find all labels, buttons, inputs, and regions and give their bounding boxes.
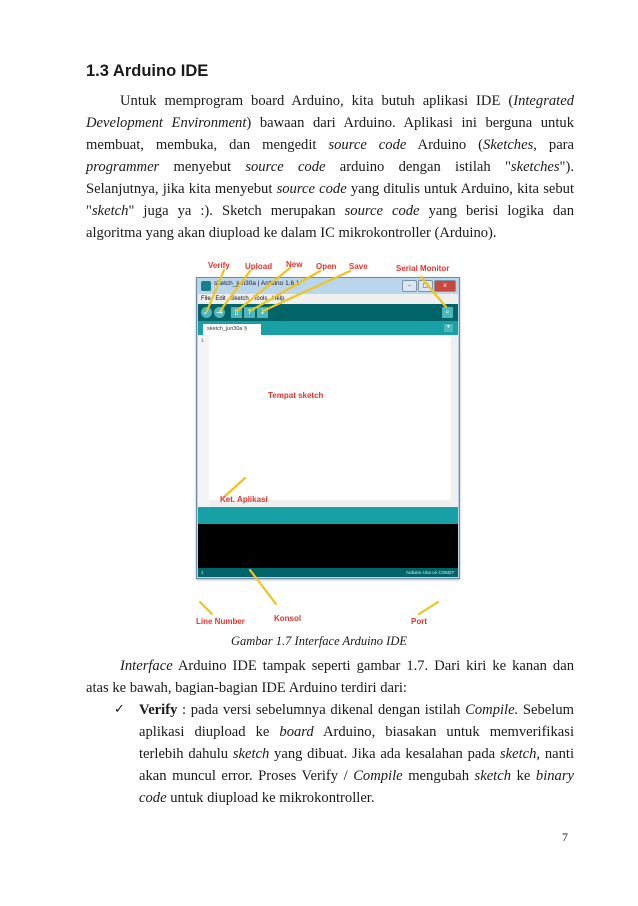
text-run: "). Selanjutnya, jika kita menyebut [86,159,575,197]
menu-help[interactable]: Help [272,296,285,302]
menu-file[interactable]: File [201,296,211,302]
text-run: source code [344,203,420,219]
text-run: source code [328,137,407,153]
footer-bar [198,568,458,577]
page-number: 7 [562,830,568,844]
text-run: menyebut [159,159,246,175]
label-open: Open [316,262,337,271]
checkmark-icon: ✓ [114,702,125,717]
list-item [92,699,574,809]
upload-icon[interactable]: → [214,307,225,318]
verify-icon[interactable]: ✓ [201,307,212,318]
text-run: arduino dengan istilah " [325,159,511,175]
tab-menu-icon[interactable]: ▼ [444,324,453,332]
footer-line-number: 1 [201,570,204,575]
text-run: mengubah [402,768,475,784]
label-serial-monitor: Serial Monitor [396,264,450,273]
label-konsol: Konsol [274,614,302,623]
text-run: Compile. [465,702,519,718]
label-save: Save [349,262,368,271]
text-run: sketches [510,159,560,175]
text-run: programmer [86,159,160,175]
text-run: yang dibuat. Jika ada kesalahan pada [269,746,500,762]
figure-caption: Gambar 1.7 Interface Arduino IDE [230,634,408,648]
footer-port: Arduino Uno on COM27 [405,570,454,575]
text-run: sketch [91,203,129,219]
arrow-line-number [200,602,212,614]
text-run: Integrated Development Environment [86,93,574,131]
list-item-text [139,702,574,806]
label-new: New [286,260,303,269]
open-icon[interactable]: ↑ [244,307,255,318]
text-run: source code [276,181,347,197]
text-run: Interface [120,658,173,674]
vertical-scrollbar[interactable] [451,335,458,507]
label-tempat-sketch: Tempat sketch [268,391,324,400]
text-run: Arduino, biasakan untuk memverifikasi terlebih dahulu [139,724,574,762]
line-gutter [198,335,209,507]
text-run: Sebelum aplikasi diupload ke [139,702,574,740]
arduino-ide-figure [190,252,465,630]
save-icon[interactable]: ↓ [257,307,268,318]
status-bar [198,507,458,524]
text-run: sketch [474,768,512,784]
serial-monitor-icon[interactable]: ⌕ [442,307,453,318]
close-button[interactable]: x [434,280,456,292]
text-run: yang ditulis untuk Arduino, kita sebut " [86,181,574,219]
toolbar [198,304,458,321]
menu-edit[interactable]: Edit [215,296,226,302]
label-line-number: Line Number [196,617,245,626]
text-run: , nanti akan muncul error. Proses Verify / [139,746,574,784]
arrow-port [419,602,438,614]
ide-parts-list [92,699,574,809]
text-run: source code [245,159,326,175]
menu-sketch[interactable]: Sketch [230,296,249,302]
text-run: sketch [499,746,537,762]
text-run: , para [533,137,575,153]
tab-bar [198,321,458,335]
arduino-ide-window [196,277,460,579]
minimize-button[interactable]: – [402,280,417,292]
text-run: yang berisi logika dan algoritma yang akan diupload ke dalam IC mikrokontroller (Arduino). [86,203,575,241]
text-run: Arduino ( [406,137,484,153]
text-run: Arduino IDE tampak seperti gambar 1.7. Dari kiri ke kanan dan atas ke bawah, bagian-bagian IDE Arduino terdiri dari: [86,658,574,696]
text-run: Verify [139,702,178,718]
menu-bar [198,294,458,304]
text-run: Untuk memprogram board Arduino, kita butuh aplikasi IDE ( [120,93,514,109]
interface-paragraph [86,655,574,699]
text-run: Sketches [483,137,534,153]
text-run: sketch [232,746,270,762]
text-run: " juga ya :). Sketch merupakan [128,203,345,219]
new-icon[interactable]: ▯ [231,307,242,318]
text-run: Compile [353,768,403,784]
sketch-editor[interactable] [198,335,458,507]
text-run: board [279,724,314,740]
menu-tools[interactable]: Tools [253,296,268,302]
label-port: Port [411,617,427,626]
title-bar [197,278,459,294]
label-ket-aplikasi: Ket. Aplikasi [220,495,268,504]
text-run: : pada versi sebelumnya dikenal dengan istilah [177,702,466,718]
label-upload: Upload [245,262,273,271]
section-heading: 1.3 Arduino IDE [86,62,209,80]
text-run: binary code [139,768,574,806]
intro-paragraph [86,90,574,244]
text-run: ke [511,768,536,784]
maximize-button[interactable]: □ [418,280,433,292]
text-run: ) bawaan dari Arduino. Aplikasi ini berguna untuk membuat, membuka, dan mengedit [86,115,575,153]
window-title: sketch_jun30a | Arduino 1.6.1 [214,280,300,287]
text-run: untuk diupload ke mikrokontroller. [166,790,375,806]
tab-sketch[interactable]: sketch_jun30a § [203,324,261,335]
arduino-app-icon [201,281,211,291]
label-verify: Verify [208,261,230,270]
console-panel [198,524,458,568]
line-number: 1 [201,338,205,344]
